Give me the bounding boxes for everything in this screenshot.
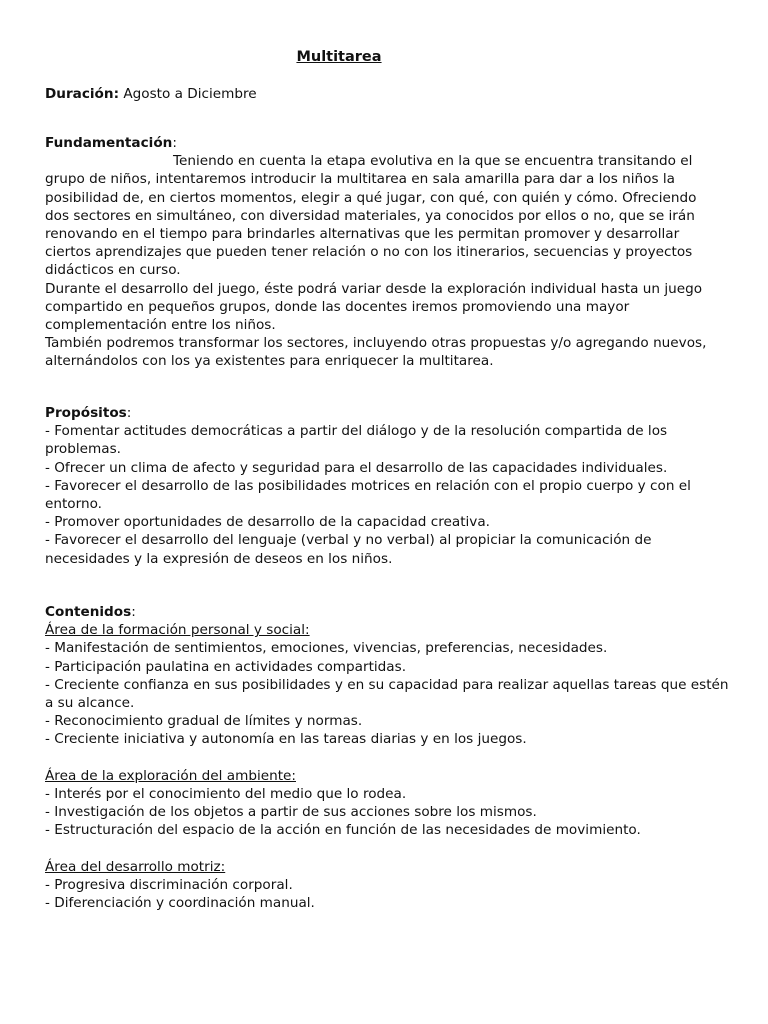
contenido-item: - Participación paulatina en actividades compartidas. bbox=[45, 658, 407, 675]
fundamentacion-line: También podremos transformar los sectores, incluyendo otras propuestas y/o agregando nuevos, bbox=[45, 335, 707, 352]
contenido-item: - Manifestación de sentimientos, emociones, vivencias, preferencias, necesidades. bbox=[45, 640, 608, 657]
contenido-item: - Progresiva discriminación corporal. bbox=[45, 877, 293, 894]
fundamentacion-line: grupo de niños, intentaremos introducir la multitarea en sala amarilla para dar a los niños la bbox=[45, 171, 675, 188]
fundamentacion-line: compartido en pequeños grupos, donde las docentes iremos promoviendo una mayor bbox=[45, 298, 630, 315]
proposito-item: - Favorecer el desarrollo del lenguaje (verbal y no verbal) al propiciar la comunicación de bbox=[45, 532, 652, 549]
contenido-item: - Estructuración del espacio de la acción en función de las necesidades de movimiento. bbox=[45, 822, 641, 839]
fundamentacion-line: alternándolos con los ya existentes para enriquecer la multitarea. bbox=[45, 353, 494, 370]
proposito-item: - Ofrecer un clima de afecto y seguridad para el desarrollo de las capacidades individuales. bbox=[45, 459, 668, 476]
fundamentacion-section bbox=[45, 134, 735, 371]
proposito-item: problemas. bbox=[45, 441, 121, 458]
fundamentacion-line: didácticos en curso. bbox=[45, 262, 181, 279]
proposito-item: - Fomentar actitudes democráticas a partir del diálogo y de la resolución compartida de los bbox=[45, 423, 668, 440]
fundamentacion-line: dos sectores en simultáneo, con diversidad materiales, ya conocidos por ellos o no, que se irán bbox=[45, 207, 695, 224]
contenidos-heading: Contenidos: bbox=[45, 604, 136, 620]
proposito-item: - Favorecer el desarrollo de las posibilidades motrices en relación con el propio cuerpo y con el bbox=[45, 477, 691, 494]
area-exploracion-title: Área de la exploración del ambiente: bbox=[45, 767, 296, 784]
contenido-item: a su alcance. bbox=[45, 695, 135, 712]
fundamentacion-line: Durante el desarrollo del juego, éste podrá variar desde la exploración individual hasta un juego bbox=[45, 280, 703, 297]
contenido-item: - Creciente confianza en sus posibilidades y en su capacidad para realizar aquellas tareas que estén bbox=[45, 676, 729, 693]
duracion-row bbox=[45, 85, 257, 103]
proposito-item: necesidades y la expresión de deseos en los niños. bbox=[45, 550, 393, 567]
contenidos-section bbox=[45, 603, 735, 912]
contenido-item: - Reconocimiento gradual de límites y normas. bbox=[45, 713, 363, 730]
contenido-item: - Diferenciación y coordinación manual. bbox=[45, 895, 315, 912]
contenido-item: - Interés por el conocimiento del medio que lo rodea. bbox=[45, 786, 407, 803]
spacer bbox=[45, 840, 735, 858]
propositos-section bbox=[45, 404, 735, 568]
fundamentacion-line: ciertos aprendizajes que pueden tener relación o no con los itinerarios, secuencias y proyectos bbox=[45, 244, 693, 261]
contenido-item: - Creciente iniciativa y autonomía en las tareas diarias y en los juegos. bbox=[45, 731, 527, 748]
area-motriz-title: Área del desarrollo motriz: bbox=[45, 858, 226, 875]
duracion-label: Duración: bbox=[45, 86, 120, 102]
fundamentacion-heading: Fundamentación: bbox=[45, 135, 177, 151]
fundamentacion-line: posibilidad de, en ciertos momentos, elegir a qué jugar, con qué, con quién y cómo. Ofreciendo bbox=[45, 189, 697, 206]
fundamentacion-line: Teniendo en cuenta la etapa evolutiva en la que se encuentra transitando el bbox=[173, 153, 693, 170]
spacer bbox=[45, 749, 735, 767]
proposito-item: entorno. bbox=[45, 496, 102, 513]
proposito-item: - Promover oportunidades de desarrollo de la capacidad creativa. bbox=[45, 514, 491, 531]
area-formacion-title: Área de la formación personal y social: bbox=[45, 622, 310, 639]
fundamentacion-line: complementación entre los niños. bbox=[45, 317, 276, 334]
contenido-item: - Investigación de los objetos a partir de sus acciones sobre los mismos. bbox=[45, 804, 537, 821]
document-title: Multitarea bbox=[296, 49, 382, 65]
fundamentacion-line: renovando en el tiempo para brindarles alternativas que les permitan promover y desarrollar bbox=[45, 226, 680, 243]
propositos-heading: Propósitos: bbox=[45, 405, 132, 421]
duracion-value: Agosto a Diciembre bbox=[123, 86, 257, 102]
